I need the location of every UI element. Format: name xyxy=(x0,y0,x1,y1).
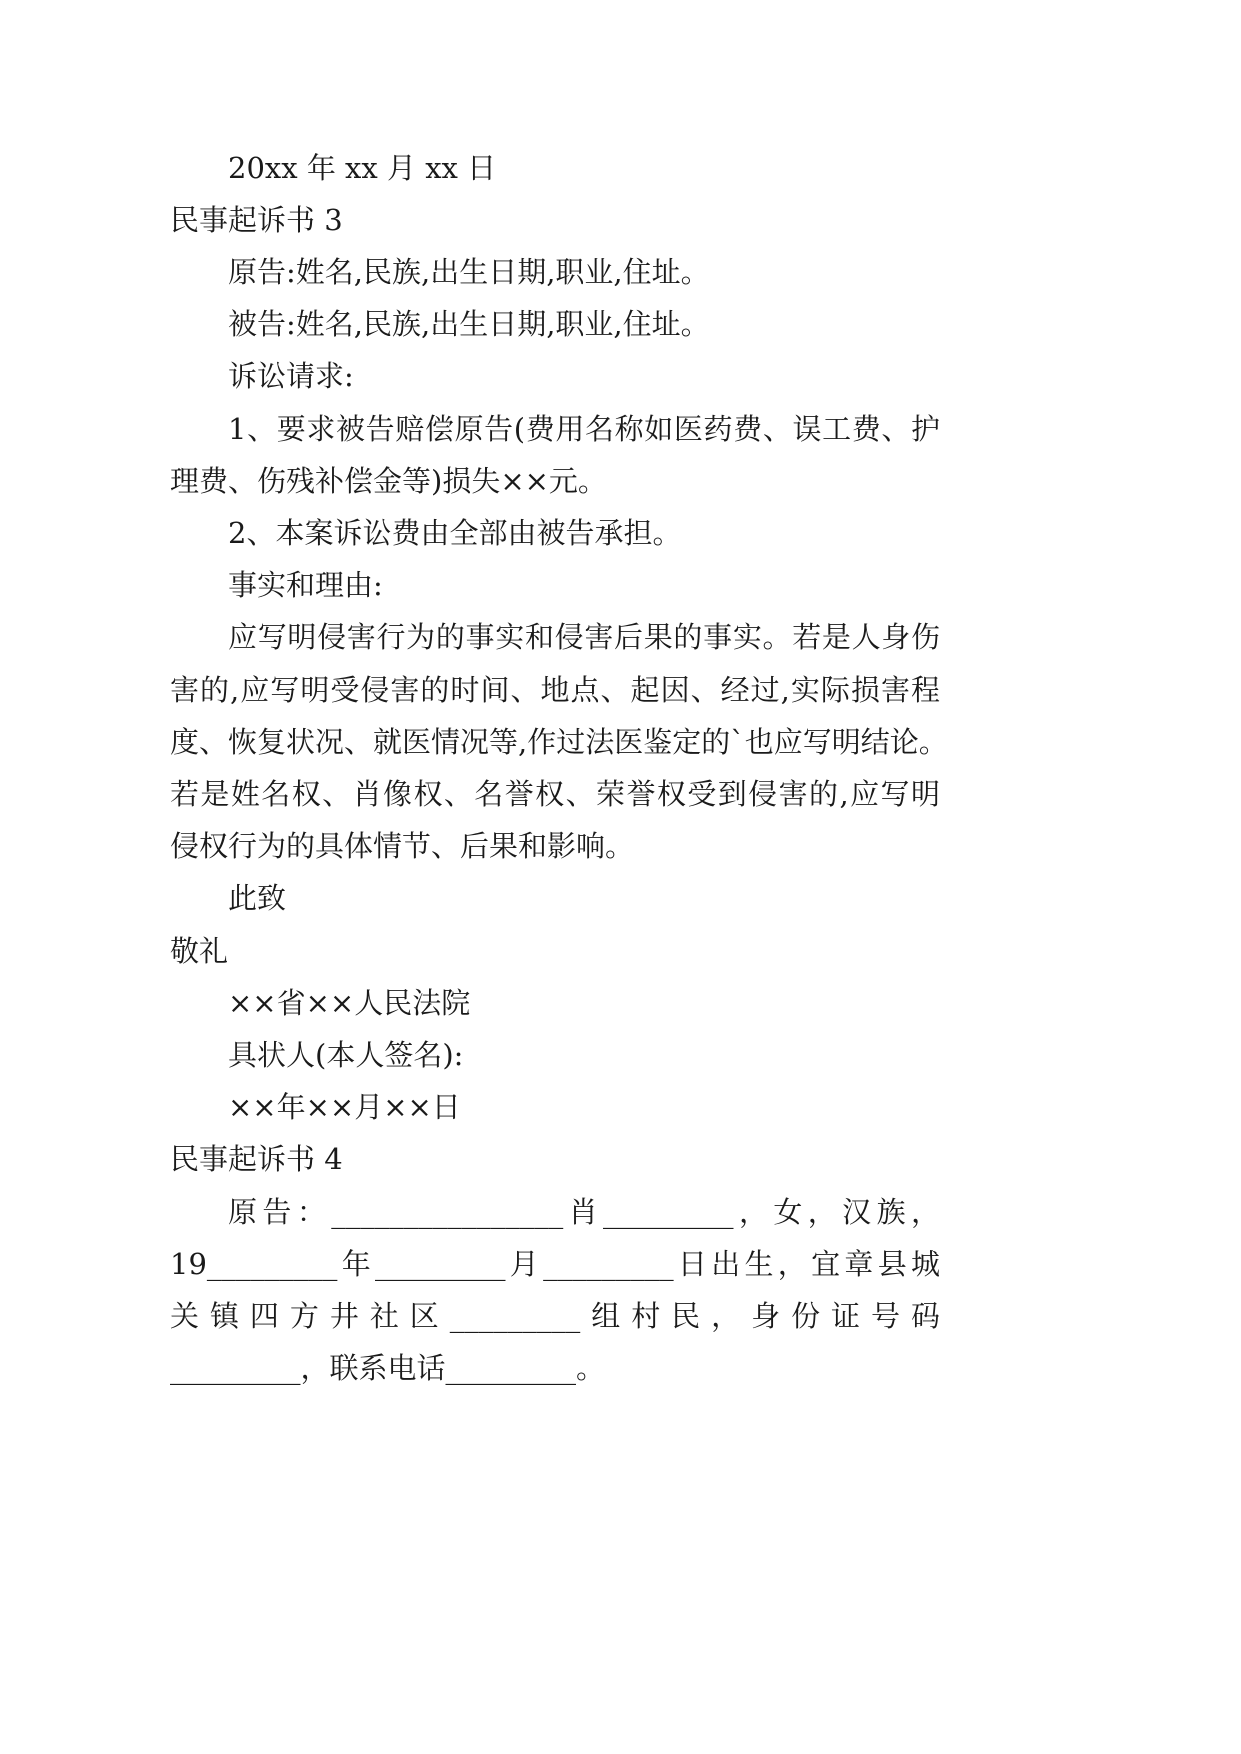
facts-line-3: 度、恢复状况、就医情况等,作过法医鉴定的`也应写明结论。 xyxy=(170,725,948,759)
claim-1-line-1: 1、要求被告赔偿原告(费用名称如医药费、误工费、护 xyxy=(228,412,940,446)
signer-line: 具状人(本人签名): xyxy=(228,1038,464,1072)
defendant-line: 被告:姓名,民族,出生日期,职业,住址。 xyxy=(228,307,710,341)
facts-heading: 事实和理由: xyxy=(228,568,383,602)
jingli-line: 敬礼 xyxy=(170,934,229,968)
court-line: ××省××人民法院 xyxy=(228,986,471,1020)
p4-line-1: 原告：________________肖_________，女，汉族， xyxy=(228,1195,940,1229)
cizhi-line: 此致 xyxy=(228,881,287,915)
date-line-top: 20xx 年 xx 月 xx 日 xyxy=(228,151,497,185)
facts-line-1: 应写明侵害行为的事实和侵害后果的事实。若是人身伤 xyxy=(228,620,940,654)
facts-line-4: 若是姓名权、肖像权、名誉权、荣誉权受到侵害的,应写明 xyxy=(170,777,940,811)
date-line-bottom: ××年××月××日 xyxy=(228,1090,461,1124)
section-title-3: 民事起诉书 3 xyxy=(170,203,343,237)
p4-line-2: 19_________年_________月_________日出生，宜章县城 xyxy=(170,1247,940,1281)
p4-line-4: _________，联系电话_________。 xyxy=(170,1351,606,1385)
claim-2-line: 2、本案诉讼费由全部由被告承担。 xyxy=(228,516,682,550)
claim-1-line-2: 理费、伤残补偿金等)损失××元。 xyxy=(170,464,607,498)
claims-heading: 诉讼请求: xyxy=(228,359,354,393)
facts-line-2: 害的,应写明受侵害的时间、地点、起因、经过,实际损害程 xyxy=(170,673,940,707)
p4-line-3: 关镇四方井社区_________组村民，身份证号码 xyxy=(170,1299,940,1333)
plaintiff-line: 原告:姓名,民族,出生日期,职业,住址。 xyxy=(228,255,710,289)
facts-line-5: 侵权行为的具体情节、后果和影响。 xyxy=(170,829,635,863)
section-title-4: 民事起诉书 4 xyxy=(170,1142,343,1176)
